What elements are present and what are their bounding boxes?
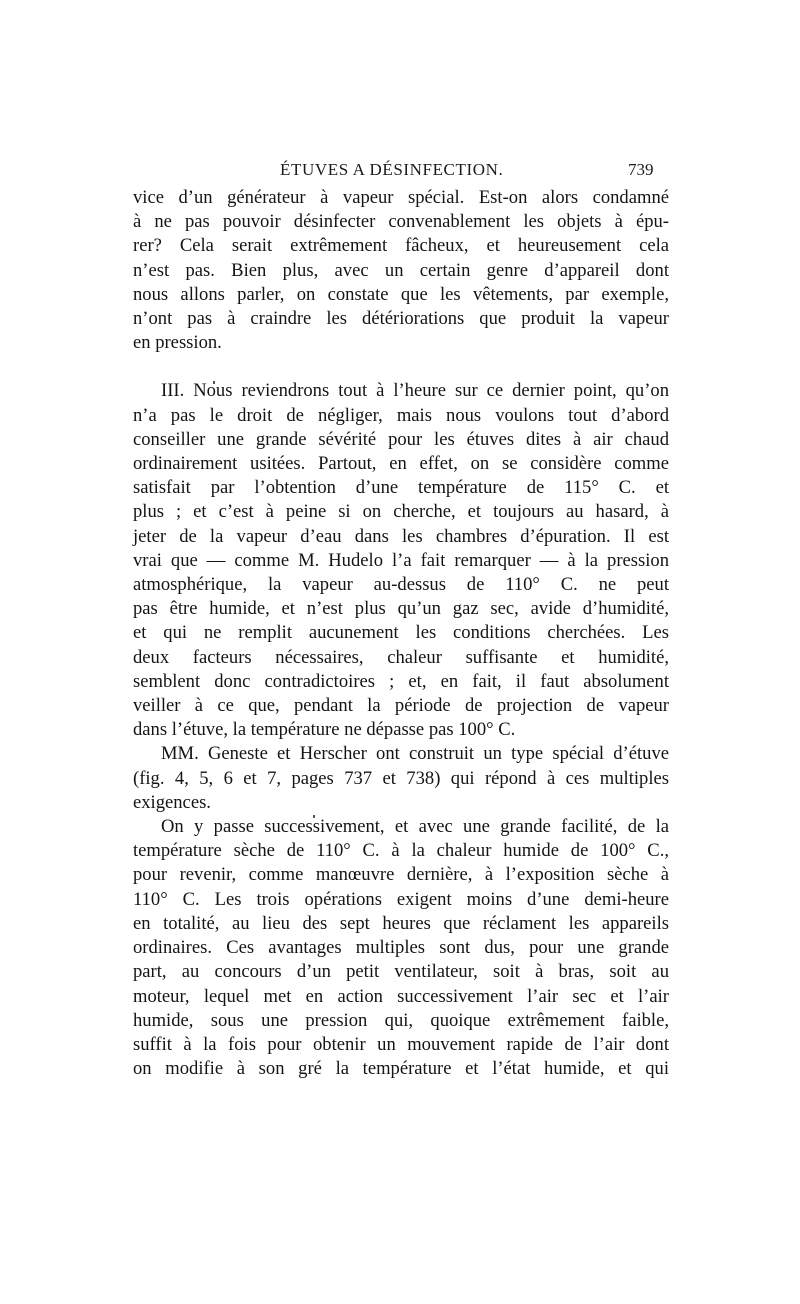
text-line: 110° C. Les trois opérations exigent moins d’une demi-heure bbox=[133, 888, 669, 910]
text-line: semblent donc contradictoires ; et, en fait, il faut absolument bbox=[133, 670, 669, 692]
text-line: dans l’étuve, la température ne dépasse pas 100° C. bbox=[133, 719, 516, 741]
text-line: veiller à ce que, pendant la période de projection de vapeur bbox=[133, 695, 669, 717]
text-line: (fig. 4, 5, 6 et 7, pages 737 et 738) qui répond à ces multiples bbox=[133, 767, 669, 789]
text-line: On y passe successivement, et avec une grande facilité, de la bbox=[161, 816, 669, 838]
body-text bbox=[133, 186, 669, 1081]
paragraph bbox=[133, 742, 669, 815]
text-line: atmosphérique, la vapeur au-dessus de 110° C. ne peut bbox=[133, 574, 669, 596]
text-line: nous allons parler, on constate que les vêtements, par exemple, bbox=[133, 283, 669, 305]
text-line: pas être humide, et n’est plus qu’un gaz sec, avide d’humidité, bbox=[133, 598, 669, 620]
text-line: plus ; et c’est à peine si on cherche, et toujours au hasard, à bbox=[133, 501, 669, 523]
text-line: température sèche de 110° C. à la chaleur humide de 100° C., bbox=[133, 840, 669, 862]
text-line: III. Nous reviendrons tout à l’heure sur ce dernier point, qu’on bbox=[161, 380, 669, 402]
text-line: moteur, lequel met en action successivement l’air sec et l’air bbox=[133, 985, 669, 1007]
text-line: n’est pas. Bien plus, avec un certain genre d’appareil dont bbox=[133, 259, 669, 281]
text-line: pour revenir, comme manœuvre dernière, à l’exposition sèche à bbox=[133, 864, 669, 886]
text-line: vrai que — comme M. Hudelo l’a fait remarquer — à la pression bbox=[133, 549, 669, 571]
page-number: 739 bbox=[628, 160, 654, 179]
text-line: en totalité, au lieu des sept heures que réclament les appareils bbox=[133, 912, 669, 934]
text-line: n’a pas le droit de négliger, mais nous voulons tout d’abord bbox=[133, 404, 669, 426]
paragraph bbox=[133, 186, 669, 355]
text-line: deux facteurs nécessaires, chaleur suffisante et humidité, bbox=[133, 646, 669, 668]
section-gap bbox=[133, 355, 669, 379]
text-line: part, au concours d’un petit ventilateur, soit à bras, soit au bbox=[133, 961, 669, 983]
text-line: n’ont pas à craindre les détériorations que produit la vapeur bbox=[133, 308, 669, 330]
text-line: humide, sous une pression qui, quoique extrêmement faible, bbox=[133, 1009, 669, 1031]
text-line: ordinaires. Ces avantages multiples sont dus, pour une grande bbox=[133, 937, 669, 959]
text-line: en pression. bbox=[133, 332, 222, 354]
text-line: et qui ne remplit aucunement les conditions cherchées. Les bbox=[133, 622, 669, 644]
text-line: vice d’un générateur à vapeur spécial. Est-on alors condamné bbox=[133, 187, 669, 208]
text-line: satisfait par l’obtention d’une température de 115° C. et bbox=[133, 477, 669, 499]
text-line: MM. Geneste et Herscher ont construit un type spécial d’étuve bbox=[161, 743, 669, 765]
running-title: ÉTUVES A DÉSINFECTION. bbox=[280, 160, 504, 179]
text-line: suffit à la fois pour obtenir un mouvement rapide de l’air dont bbox=[133, 1033, 669, 1055]
text-line: jeter de la vapeur d’eau dans les chambres d’épuration. Il est bbox=[133, 525, 669, 547]
text-line: ordinairement usitées. Partout, en effet, on se considère comme bbox=[133, 453, 669, 475]
text-line: on modifie à son gré la température et l’état humide, et qui bbox=[133, 1058, 669, 1080]
text-line: à ne pas pouvoir désinfecter convenablement les objets à épu- bbox=[133, 211, 669, 233]
text-line: rer? Cela serait extrêmement fâcheux, et heureusement cela bbox=[133, 235, 669, 257]
paragraph bbox=[133, 815, 669, 1081]
text-line: exigences. bbox=[133, 791, 211, 813]
paragraph bbox=[133, 379, 669, 742]
text-line: conseiller une grande sévérité pour les étuves dites à air chaud bbox=[133, 428, 669, 450]
